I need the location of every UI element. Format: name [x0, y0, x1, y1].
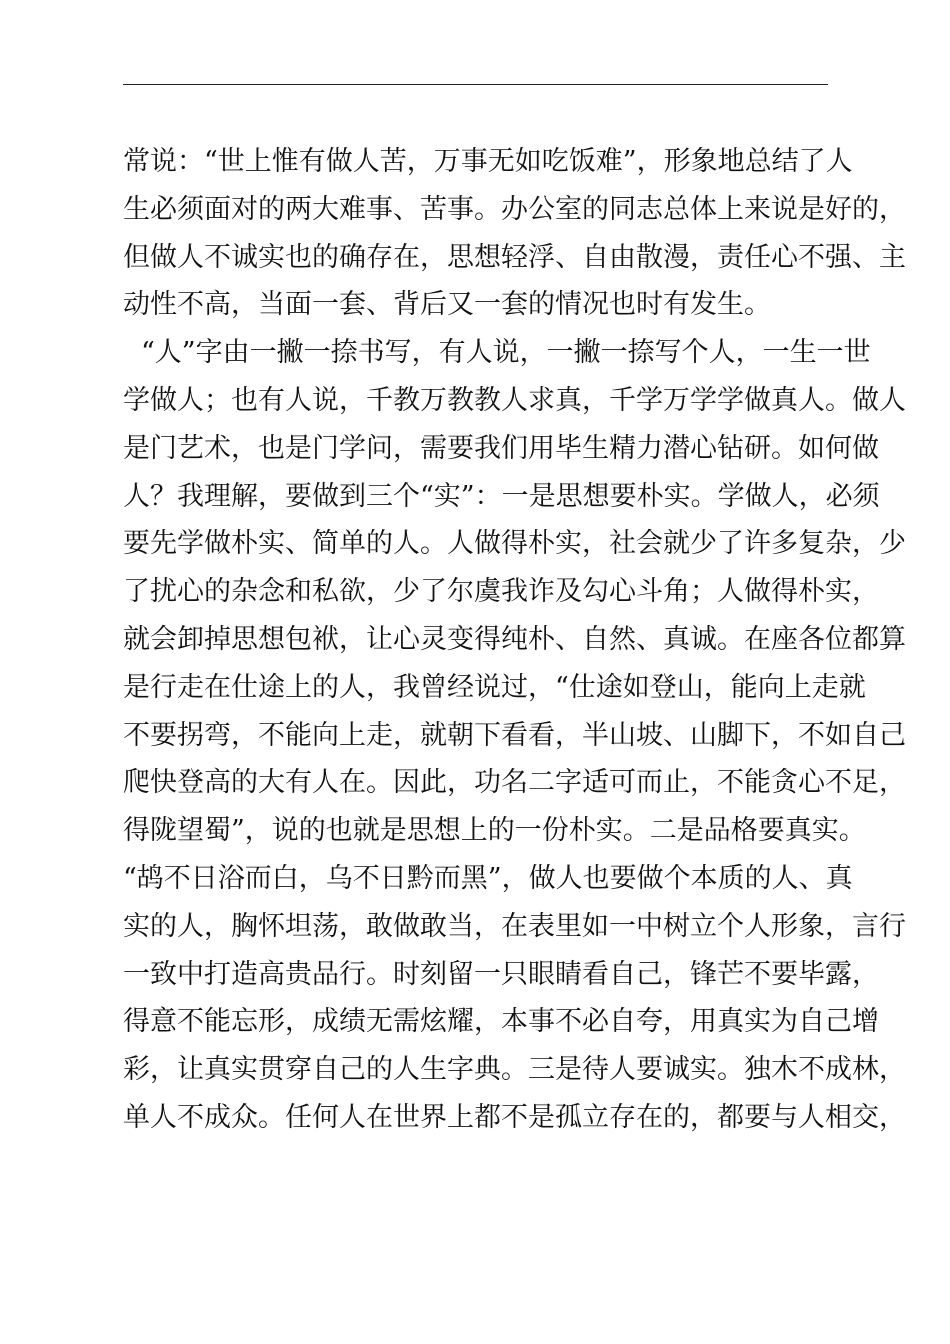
text-line: 生必须面对的两大难事、苦事。办公室的同志总体上来说是好的，	[123, 193, 906, 225]
header-rule	[123, 84, 828, 85]
text-line: 常说：“世上惟有做人苦，万事无如吃饭难”，形象地总结了人	[123, 146, 853, 177]
text-line: “鸪不日浴而白，乌不日黔而黑”，做人也要做个本质的人、真	[123, 862, 853, 894]
paragraph-2	[123, 329, 906, 1142]
text-line: 得意不能忘形，成绩无需炫耀，本事不必自夸，用真实为自己增	[123, 1006, 879, 1038]
text-line: 是行走在仕途上的人，我曾经说过，“仕途如登山，能向上走就	[123, 671, 866, 703]
text-line: 不要拐弯，不能向上走，就朝下看看，半山坡、山脚下，不如自己	[123, 719, 906, 751]
text-line: 实的人，胸怀坦荡，敢做敢当，在表里如一中树立个人形象，言行	[123, 910, 906, 942]
text-line: 人？我理解，要做到三个“实”：一是思想要朴实。学做人，必须	[123, 480, 880, 512]
text-line: 动性不高，当面一套、背后又一套的情况也时有发生。	[123, 289, 771, 321]
text-line: 是门艺术，也是门学问，需要我们用毕生精力潜心钻研。如何做	[123, 432, 879, 464]
text-line: 彩，让真实贯穿自己的人生字典。三是待人要诚实。独木不成林，	[123, 1054, 906, 1086]
text-line: 爬快登高的大有人在。因此，功名二字适可而止，不能贪心不足，	[123, 767, 906, 799]
paragraph-1	[123, 138, 906, 329]
text-line: 了扰心的杂念和私欲，少了尔虞我诈及勾心斗角；人做得朴实，	[123, 576, 879, 608]
text-line: 学做人；也有人说，千教万教教人求真，千学万学学做真人。做人	[123, 384, 906, 416]
text-line: “人”字由一撇一捺书写，有人说，一撇一捺写个人，一生一世	[141, 337, 871, 369]
text-line: 得陇望蜀”，说的也就是思想上的一份朴实。二是品格要真实。	[123, 815, 866, 847]
text-line: 就会卸掉思想包袱，让心灵变得纯朴、自然、真诚。在座各位都算	[123, 623, 906, 655]
text-line: 单人不成众。任何人在世界上都不是孤立存在的，都要与人相交，	[123, 1101, 906, 1133]
document-body	[123, 138, 906, 1142]
text-line: 但做人不诚实也的确存在，思想轻浮、自由散漫，责任心不强、主	[123, 241, 906, 273]
text-line: 要先学做朴实、简单的人。人做得朴实，社会就少了许多复杂，少	[123, 528, 906, 560]
text-line: 一致中打造高贵品行。时刻留一只眼睛看自己，锋芒不要毕露，	[123, 958, 879, 990]
